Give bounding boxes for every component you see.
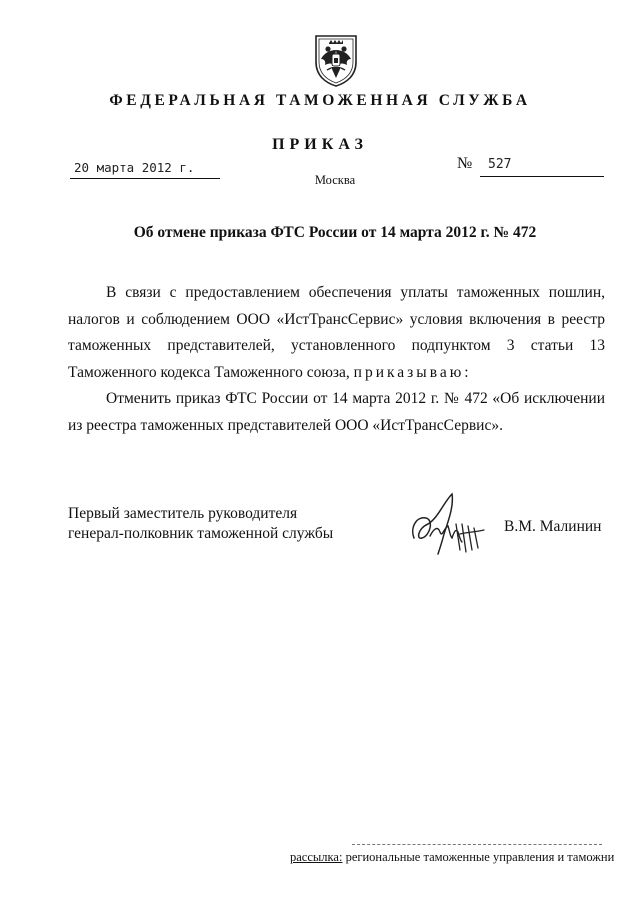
mailing-list <box>290 850 614 865</box>
paragraph-1-text: В связи с предоставлением обеспечения уплаты таможенных пошлин, налогов и соблюдением ООО «ИстТрансСервис» условия включения в реестр таможенных представителей, установленного подпунктом 3 статьи 13 Таможенного кодекса Таможенного союза, <box>68 284 605 381</box>
handwritten-signature-icon <box>404 488 490 560</box>
signatory-title-line-1: Первый заместитель руководителя <box>68 505 298 522</box>
signatory-name: В.М. Малинин <box>504 518 602 535</box>
order-word: приказываю: <box>353 363 472 381</box>
coat-of-arms-icon <box>312 30 360 88</box>
body-paragraph-1 <box>68 280 605 386</box>
city: Москва <box>314 173 356 187</box>
number-sign: № <box>457 155 473 172</box>
signatory-title-line-2: генерал-полковник таможенной службы <box>68 525 334 542</box>
order-body <box>68 280 605 439</box>
mailing-label: рассылка: <box>290 850 343 864</box>
document-type: ПРИКАЗ <box>272 136 368 153</box>
order-date: 20 марта 2012 г. <box>74 160 195 175</box>
order-number: 527 <box>488 157 512 172</box>
signatory-title <box>68 504 333 544</box>
body-paragraph-2: Отменить приказ ФТС России от 14 марта 2012 г. № 472 «Об исключении из реестра таможенных представителей ООО «ИстТрансСервис». <box>68 390 605 434</box>
mailing-recipients: региональные таможенные управления и таможни <box>345 850 615 864</box>
mailing-divider <box>352 844 602 848</box>
agency-name: ФЕДЕРАЛЬНАЯ ТАМОЖЕННАЯ СЛУЖБА <box>109 92 531 109</box>
order-subject: Об отмене приказа ФТС России от 14 марта 2012 г. № 472 <box>133 224 537 241</box>
